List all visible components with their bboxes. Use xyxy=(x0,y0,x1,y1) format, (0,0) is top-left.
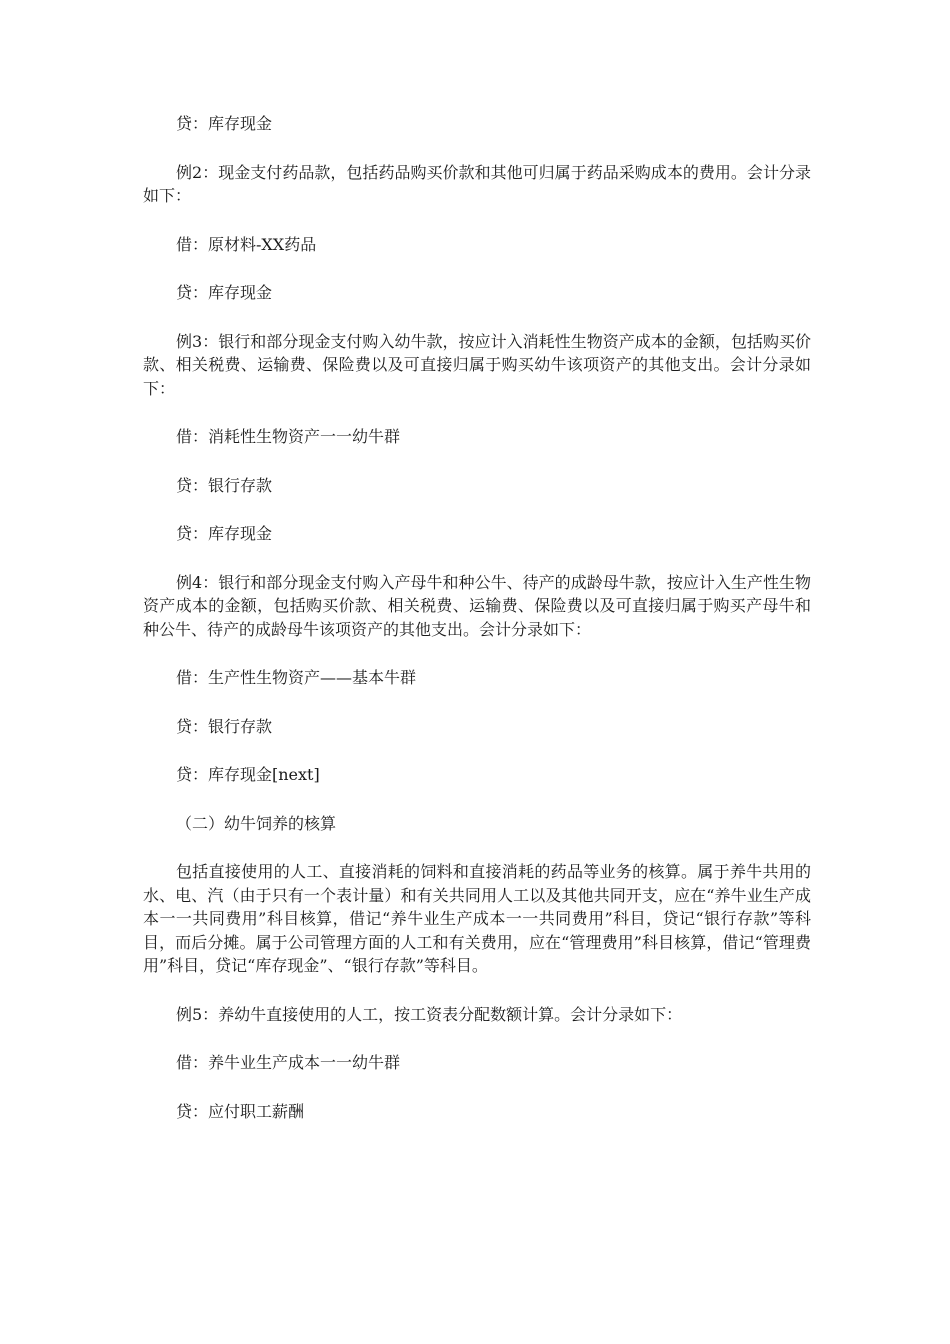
debit-line-cattle-production-cost: 借：养牛业生产成本一一幼牛群 xyxy=(176,1053,401,1072)
example-2-paragraph: 例2：现金支付药品款，包括药品购买价款和其他可归属于药品采购成本的费用。会计分录如下： xyxy=(143,162,811,205)
credit-line-bank-deposit: 贷：银行存款 xyxy=(176,716,273,736)
credit-line-cash: 贷：库存现金 xyxy=(176,524,273,543)
section-heading-calf-feeding: （二）幼牛饲养的核算 xyxy=(176,813,337,833)
credit-line-cash: 贷：库存现金 xyxy=(176,114,273,133)
document-body xyxy=(143,112,811,1148)
example-3-paragraph: 例3：银行和部分现金支付购入幼牛款，按应计入消耗性生物资产成本的金额，包括购买价款、相关税费、运输费、保险费以及可直接归属于购买幼牛该项资产的其他支出。会计分录如下： xyxy=(143,331,811,398)
credit-line-cash: 贷：库存现金 xyxy=(176,283,273,302)
example-4-paragraph: 例4：银行和部分现金支付购入产母牛和种公牛、待产的成龄母牛款，按应计入生产性生物资产成本的金额，包括购买价款、相关税费、运输费、保险费以及可直接归属于购买产母牛和种公牛、待产的成龄母牛该项资产的其他支出。会计分录如下： xyxy=(143,572,811,639)
credit-line-bank-deposit: 贷：银行存款 xyxy=(176,475,273,495)
credit-line-payroll-payable: 贷：应付职工薪酬 xyxy=(176,1101,305,1121)
debit-line-productive-bio-assets: 借：生产性生物资产——基本牛群 xyxy=(176,668,417,687)
calf-feeding-description-paragraph: 包括直接使用的人工、直接消耗的饲料和直接消耗的药品等业务的核算。属于养牛共用的水、电、汽（由于只有一个表计量）和有关共同用人工以及其他共同开支，应在“养牛业生产成本一一共同费用”科目核算，借记“养牛业生产成本一一共同费用”科目，贷记“银行存款”等科目，而后分摊。属于公司管理方面的人工和有关费用，应在“管理费用”科目核算，借记“管理费用”科目，贷记“库存现金”、“银行存款”等科目。 xyxy=(143,862,811,975)
credit-line-cash-next: 贷：库存现金[next] xyxy=(176,765,320,784)
debit-line-raw-materials: 借：原材料-XX药品 xyxy=(176,234,317,254)
debit-line-consumable-bio-assets: 借：消耗性生物资产一一幼牛群 xyxy=(176,427,401,446)
example-5-paragraph: 例5：养幼牛直接使用的人工，按工资表分配数额计算。会计分录如下： xyxy=(176,1004,683,1024)
